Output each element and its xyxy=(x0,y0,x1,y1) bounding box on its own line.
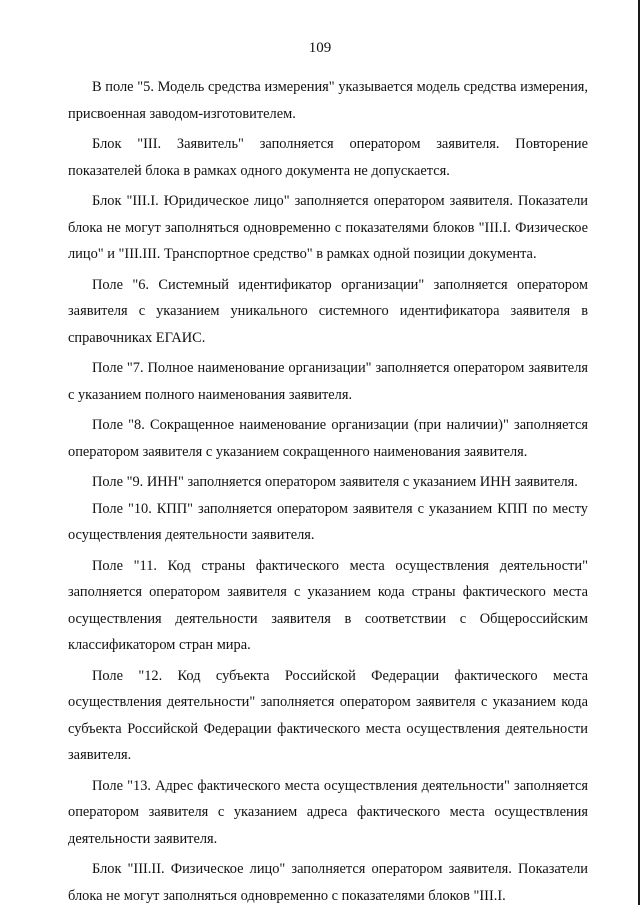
paragraph-field-11: Поле "11. Код страны фактического места осуществления деятельности" заполняется оператором заявителя с указанием кода страны фактического места осуществления деятельности заявителя в соответствии с Общероссийским классификатором стран мира. xyxy=(68,557,588,653)
paragraph-block-iii-ii: Блок "III.II. Физическое лицо" заполняется оператором заявителя. Показатели блока не могут заполняться одновременно с показателями блоков "III.I. xyxy=(68,861,588,904)
paragraph-field-12: Поле "12. Код субъекта Российской Федерации фактического места осуществления деятельности" заполняется оператором заявителя с указанием кода субъекта Российской Федерации фактического места осуществления деятельности заявителя. xyxy=(68,667,588,763)
paragraph-field-13: Поле "13. Адрес фактического места осуществления деятельности" заполняется оператором заявителя с указанием адреса фактического места осуществления деятельности заявителя. xyxy=(68,777,588,847)
paragraph-field-8: Поле "8. Сокращенное наименование организации (при наличии)" заполняется оператором заявителя с указанием сокращенного наименования заявителя. xyxy=(68,417,588,460)
paragraph-field-5: В поле "5. Модель средства измерения" указывается модель средства измерения, присвоенная заводом-изготовителем. xyxy=(68,79,588,122)
paragraph-field-10: Поле "10. КПП" заполняется оператором заявителя с указанием КПП по месту осуществления деятельности заявителя. xyxy=(68,500,588,543)
paragraph-field-9: Поле "9. ИНН" заполняется оператором заявителя с указанием ИНН заявителя. xyxy=(92,474,578,490)
paragraph-block-iii: Блок "III. Заявитель" заполняется оператором заявителя. Повторение показателей блока в рамках одного документа не допускается. xyxy=(68,136,588,179)
page-number: 109 xyxy=(308,40,332,56)
paragraph-field-6: Поле "6. Системный идентификатор организации" заполняется оператором заявителя с указанием уникального системного идентификатора заявителя в справочниках ЕГАИС. xyxy=(68,276,588,346)
document-body xyxy=(68,74,588,909)
paragraph-block-iii-i: Блок "III.I. Юридическое лицо" заполняется оператором заявителя. Показатели блока не могут заполняться одновременно с показателями блоков "III.I. Физическое лицо" и "III.III. Транспортное средство" в рамках одной позиции документа. xyxy=(68,193,588,262)
paragraph-field-7: Поле "7. Полное наименование организации" заполняется оператором заявителя с указанием полного наименования заявителя. xyxy=(68,360,588,403)
